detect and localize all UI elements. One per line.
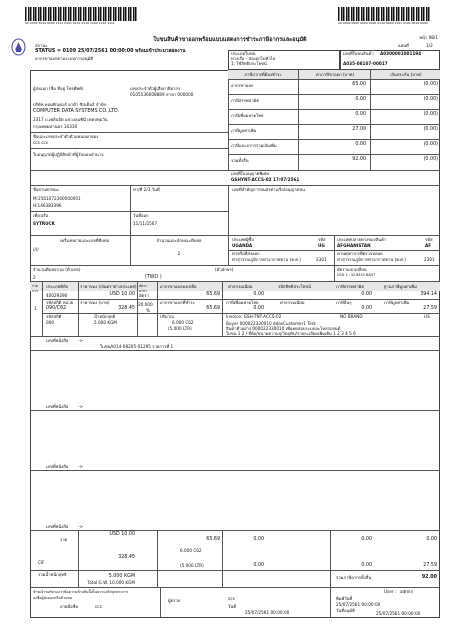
buyer-country: UGANDA [232, 243, 253, 248]
amount-row-value: 0.00 [355, 112, 366, 117]
decl-type-line2: 1: ใช้สิทธิประโยชน์ [231, 61, 267, 66]
item-excise: 0.00 [361, 292, 372, 297]
status-line-2: อากรขาออกตามระบบการอนุมัติ [35, 56, 94, 61]
item-duty: 65.69 [206, 292, 220, 297]
amount-row-deposit: (0.00) [423, 127, 438, 132]
blank-row-doc-value: -> [78, 464, 84, 469]
item-tariff: 40029290 [46, 293, 68, 298]
amount-row-value: 27.00 [352, 127, 366, 132]
item-desc-3: ใบขน 1 2 / ยี่ห้อ/ขนาดความจุ/วัตถุดิบ/รายละเอียดเพิ่มเติม 1 2 3 4 5 6 [226, 331, 356, 336]
dest-country-label: ประเทศปลายทางของสินค้า [337, 237, 387, 242]
totals-excise: 0.00 [361, 537, 372, 542]
decl-type-line1: ทางเรือ - ส่งออกไปทั่วไป [231, 56, 276, 61]
amount-col-2: ค่าภาษีขาออก (บาท) [315, 72, 355, 77]
form-title: ใบขนสินค้าขาออกพร้อมแบบแสดงการชำระภาษีอากรและอนุมัติ [153, 37, 307, 43]
item-other-label: ภาษีอื่นๆ [336, 300, 352, 305]
vessel-date-value: 11/11/2567 [133, 221, 158, 226]
left-barcode-label: A0 0039 3010 0000 1111 0101 0101 0110 1100 1110 1111 [25, 21, 115, 25]
pkg-label: จำนวนและลักษณะหีบห่อ [156, 238, 202, 243]
officer-label: ผู้ตรวจ [168, 598, 181, 603]
release-date-value: 25/07/2561 00:00:00 [376, 611, 421, 616]
status-label: สถานะ [35, 43, 48, 48]
status-line: STATUS = 0109 25/07/2561 00:00:00 พร้อมเข้าประมวลผลงาน [35, 49, 186, 54]
officer-value: ccs [228, 596, 235, 601]
blank-row-doc-value: -> [78, 524, 84, 529]
dest-code: AF [425, 243, 432, 248]
totals-vat-base: 0.00 [426, 537, 437, 542]
amount-row-label: ภาษีและอากรรวมเงินเพิ่ม [231, 143, 277, 148]
totals-qty-2: (5.000 LTR) [180, 563, 204, 568]
item-net-label: น้ำหนักสุทธิ [94, 314, 116, 319]
decl-type-label: ประเภทใบขน [231, 51, 256, 56]
item-vat-base: 394.14 [420, 292, 437, 297]
cert-line-2: ลงชื่อผู้ส่งออกหรือตัวแทน [33, 596, 73, 600]
item-fee2-label: ค่าธรรมเนียม [280, 300, 305, 305]
item-stat2-label: รหัสสถิติ [46, 314, 62, 319]
amount-row-deposit: (0.00) [423, 157, 438, 162]
release-date-label: วันที่อนุมัติ [336, 608, 355, 613]
print-date-label: พิมพ์วันที่ [336, 596, 353, 601]
exchange-rate-value: USD 1 : 32.8453 BAHT [337, 273, 376, 277]
top-right-barcode [338, 7, 430, 21]
item-rate-unit: % [146, 308, 150, 313]
totals-duty: 65.69 [206, 537, 220, 542]
sign-label: ลายมือชื่อ [60, 604, 79, 609]
release-port-value: ท่าสุวรรณภูมิการท่าอากาศยาน (ท.ศ.) [337, 257, 406, 262]
amount-row-label: ภาษีสรรพสามิต [231, 98, 260, 103]
vessel-value-2: H:146383396 [33, 203, 62, 208]
decl-no-value: A0300001001194 [380, 51, 422, 56]
vessel-date-label: วันที่ออก [133, 213, 149, 218]
exporter-tax-label: เลขประจำตัวผู้เสียภาษีอากร [130, 86, 181, 91]
buyer-code: UG [318, 243, 325, 248]
dest-code-label: รหัส [425, 237, 433, 242]
totals-fee: 0.00 [253, 537, 264, 542]
transport-label: เลขที่สำคัญการขนส่งทางเรือ/อนุญาตขน [232, 187, 305, 192]
marks-label: เครื่องหมายและเลขที่หีบห่อ [60, 238, 110, 243]
totals-cif: 328.45 [118, 555, 135, 560]
item-no: 1 [34, 306, 37, 311]
item-stat-value: 090/C62 [46, 306, 67, 311]
agent-label: ใบอนุญาตผู้ปฏิบัติหน้าที่ผู้รับมอบอำนาจ [33, 152, 104, 157]
decl-ref-value: A035-08107-00017 [343, 61, 388, 66]
item-duty2-label: อากรขาออกที่ชำระ [160, 300, 195, 305]
item-approval-line: ใบขนA014-08205-01295 รายการที่ 1 [100, 344, 174, 349]
item-duty2-value: 65.69 [206, 306, 220, 311]
item-invoice: Invoice: GSH-TNT-ACCS-02 [226, 314, 282, 319]
user-label: User : [384, 589, 397, 594]
amount-row-deposit: (0.00) [423, 112, 438, 117]
amount-row-value: 65.00 [352, 82, 366, 87]
item-baht-value: 328.45 [118, 306, 135, 311]
amount-row-label: ภาษีมูลค่าเพิ่ม [231, 128, 257, 133]
marks-value: //// [33, 247, 39, 252]
sign-value: ccs [95, 604, 102, 609]
totals-label: รวม [60, 537, 68, 542]
permit-value: GSHYNT-ACCS-02 17/07/2561 [231, 177, 300, 182]
total-pkg-value: 2 [33, 275, 36, 280]
net-weight-label: รวมน้ำหนักสุทธิ [38, 572, 67, 577]
release-port-label: ด่านศุลกากรที่ตรวจปล่อย [337, 251, 383, 256]
item-desc-1: Buyer 000022330010 ddasCustomer1 Test [226, 321, 316, 326]
amount-row-label: ภาษีเพื่อมหาดไทย [231, 113, 264, 118]
totals-excise-2: 0.00 [361, 563, 372, 568]
amount-row-deposit: (0.00) [423, 82, 438, 87]
item-interior-value: 0.00 [253, 306, 264, 311]
item-brand: NO BRAND [340, 314, 363, 319]
vessel-value-1: M:2561072300000001 [33, 196, 81, 201]
amount-row-deposit: (0.00) [423, 142, 438, 147]
load-port-label: ท่าหรือที่ส่งออก [232, 251, 260, 256]
amount-row-deposit: (0.00) [423, 97, 438, 102]
buyer-country-label: ประเทศผู้ซื้อ [232, 237, 254, 242]
footer-date-value: 25/07/2561 00:00:00 [245, 610, 290, 615]
item-qty-label: ปริมาณ [160, 314, 174, 319]
item-doc-value: -> [78, 338, 84, 343]
item-doc-label: เลขที่หนังสือ [46, 338, 69, 343]
pkg-value: 2 [177, 251, 181, 256]
totals-qty-1: 6.000 C62 [180, 548, 202, 553]
grand-total-value: 92.00 [421, 575, 437, 580]
item-stat2-value: 000 [46, 320, 54, 325]
item-col-duty: อากรขาออกคงเหลือ [160, 284, 197, 289]
voyage-label: เที่ยวเรือ [33, 213, 49, 218]
exporter-name-th: บริษัท คอมพิวเตอร์ ดาต้า ซิสเต็มส์ จำกัด [33, 102, 106, 107]
item-qty-2: (5.000 LTR) [168, 326, 192, 331]
item-other-value: 0.00 [361, 306, 372, 311]
exporter-name-en: COMPUTER DATA SYSTEMS CO.,LTD. [33, 109, 120, 114]
total-pkg-word: (TWO ) [145, 275, 162, 280]
item-vat-label: ภาษีมูลค่าเพิ่ม [384, 300, 410, 305]
voyage-value: SYTRUCK [33, 221, 55, 226]
amount-row-label: รวมทั้งสิ้น [231, 158, 249, 163]
item-rate-label: อัตรา [139, 293, 149, 298]
item-col-vat-base: ฐานภาษีมูลค่าเพิ่ม [384, 284, 417, 289]
cif-label: CIF [38, 560, 45, 565]
item-fee: 0.00 [253, 292, 264, 297]
item-baht-label: ราคาของ (บาท) [80, 300, 110, 305]
amount-col-3: เงินประกัน (บาท) [390, 72, 422, 77]
item-vat-value: 27.59 [423, 306, 437, 311]
amount-col-1: ภาษีอากรที่ต้องชำระ [244, 72, 282, 77]
amount-row-value: 0.00 [355, 97, 366, 102]
broker-value: ccs ccs [33, 140, 48, 145]
amount-row-value: 92.00 [352, 157, 366, 162]
page-count-label: แผ่นที่ [398, 43, 409, 48]
exporter-tax-value: 0105536008889 สาขา 000000 [130, 92, 194, 97]
blank-row-doc-label: เลขที่หนังสือ [46, 404, 69, 409]
item-col-excise: ภาษีสรรพสามิต [336, 284, 365, 289]
total-pkg-label: จำนวนหีบห่อรวม (ตัวเลข) [33, 267, 81, 272]
item-price: USD 10.00 [109, 292, 135, 297]
top-left-barcode [25, 7, 137, 21]
decl-no-label: เลขที่ใบขนสินค้า [343, 51, 374, 56]
item-rate-value: 20.000 [138, 302, 153, 307]
release-port-code: 2301 [424, 257, 435, 262]
item-origin: US [424, 314, 430, 319]
item-col-fee: ค่าธรรมเนียม [228, 284, 253, 289]
right-barcode-label: A0 0000 0000 0000 0020 0110 0000 1101 0100 0010 0000 [338, 21, 428, 25]
gross-weight: Total G.W. 10.000 KGM [87, 580, 135, 585]
permit-label: เลขที่ใบอนุญาตพิเศษ [231, 171, 269, 176]
user-value: admin [400, 589, 414, 594]
item-stat-label: รหัสสถิติ หน่วย [46, 300, 74, 305]
amount-row-value: 0.00 [355, 142, 366, 147]
footer-date-label: วันที่ [228, 604, 236, 609]
exporter-label: ผู้ส่งออก (ชื่อ ที่อยู่ โทรศัพท์) [33, 86, 84, 91]
totals-vat: 27.59 [423, 563, 437, 568]
item-col-privilege: รหัสสิทธิประโยชน์ [278, 284, 312, 289]
vessel-label: ชื่อยานพาหนะ [33, 187, 60, 192]
broker-label: ชื่อและเลขประจำตัวตัวแทนออกของ [33, 134, 99, 139]
item-qty-1: 6.000 C62 [172, 320, 194, 325]
total-pkg-word-label: (ตัวอักษร) [215, 267, 234, 272]
exporter-addr-1: 2317 ถ.เพลินจิต แขวงลุมพินี เขตปทุมวัน [33, 117, 108, 122]
port-label: ท่า/ที่ 2/3 วันที่ [133, 187, 160, 192]
item-interior-label: ภาษีเพื่อมหาดไทย [226, 300, 259, 305]
item-col-tariff: ประเภทพิกัด [46, 284, 69, 289]
blank-row-doc-label: เลขที่หนังสือ [46, 464, 69, 469]
customs-emblem-icon [11, 38, 26, 56]
blank-row-doc-label: เลขที่หนังสือ [46, 524, 69, 529]
item-col-rate: อัตรา อากร [139, 284, 147, 293]
print-date-value: 25/07/2561 00:00:00 [336, 602, 381, 607]
page-no: หน้า 98/1 [419, 35, 438, 40]
item-net-value: 5.000 KGM [94, 320, 117, 325]
cert-line-1: ข้าพเจ้าขอรับรองว่าข้อความข้างต้นนี้เป็นความจริงทุกประการ [33, 590, 129, 594]
net-weight-value: 5.000 KGM [108, 574, 135, 579]
item-col-price: ราคาของ (เงินตราต่างประเทศ) [80, 284, 137, 289]
amount-row-label: อากรขาออก [231, 83, 254, 88]
item-col-no: ราย การ [32, 284, 38, 293]
load-port-code: 2301 [316, 257, 327, 262]
grand-total-label: รวมภาษีอากรทั้งสิ้น [336, 575, 372, 580]
page-count: 1/2 [426, 43, 433, 48]
item-desc-2: สินค้าตัวอย่าง 000022330010 เพื่อทดสอบระบบอะไหล่รถยนต์ [226, 326, 341, 331]
exporter-addr-2: กรุงเทพมหานคร 10330 [33, 124, 78, 129]
totals-price: USD 10.00 [109, 532, 135, 537]
load-port-value: ท่าสุวรรณภูมิการท่าอากาศยาน (ท.ศ.) [232, 257, 301, 262]
buyer-code-label: รหัส [318, 237, 326, 242]
dest-country: AFGHANISTAN [337, 243, 371, 248]
exchange-rate-label: อัตราแลกเปลี่ยน [337, 267, 367, 272]
totals-fee-2: 0.00 [253, 563, 264, 568]
blank-row-doc-value: -> [78, 404, 84, 409]
